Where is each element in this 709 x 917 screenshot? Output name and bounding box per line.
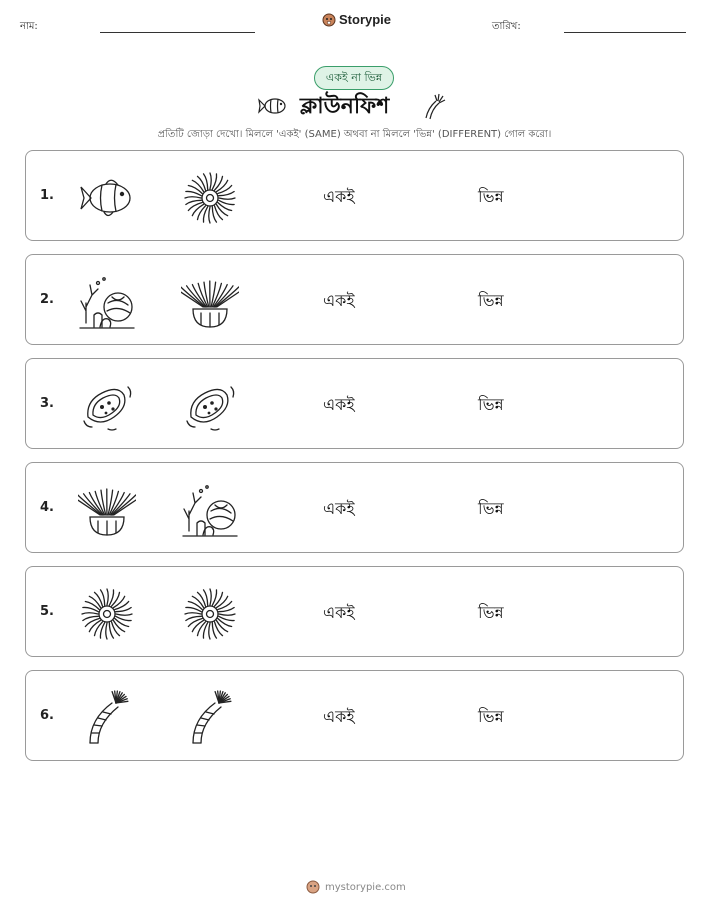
same-option[interactable]: একই [323,291,355,310]
question-row [25,566,684,657]
different-option[interactable]: ভিন্ন [478,395,504,414]
bubble-anemone-icon [181,273,239,331]
worksheet-type-badge: একই না ভিন্ন [314,66,394,90]
tube-anemone-icon [181,689,239,747]
instructions-text: প্রতিটি জোড়া দেখো। মিললে 'একই' (SAME) অথবা না মিললে 'ভিন্ন' (DIFFERENT) গোল করো। [157,129,552,140]
brand-name: Storypie [339,12,392,27]
question-row [25,670,684,761]
same-option[interactable]: একই [323,603,355,622]
brand-logo [322,12,391,27]
date-field[interactable] [564,32,686,33]
coral-reef-icon [78,273,136,331]
sea-anemone-icon [181,585,239,643]
plankton-icon [78,377,136,435]
question-number: 1. [40,188,54,203]
same-option[interactable]: একই [323,499,355,518]
worksheet-title: ক্লাউনফিশ [300,94,390,119]
different-option[interactable]: ভিন্ন [478,603,504,622]
name-label: নাম: [20,21,38,32]
question-row [25,150,684,241]
question-number: 3. [40,396,54,411]
question-number: 5. [40,604,54,619]
sea-anemone-icon [181,169,239,227]
clownfish-icon [78,169,136,227]
question-number: 4. [40,500,54,515]
question-row [25,358,684,449]
different-option[interactable]: ভিন্ন [478,187,504,206]
coral-reef-icon [181,481,239,539]
question-row [25,254,684,345]
plankton-icon [181,377,239,435]
tube-anemone-icon [422,92,448,120]
footer-url[interactable]: mystorypie.com [325,881,406,893]
date-label: তারিখ: [492,21,521,32]
question-number: 6. [40,708,54,723]
same-option[interactable]: একই [323,707,355,726]
beaver-mascot-icon [306,880,320,894]
footer [306,880,406,894]
tube-anemone-icon [78,689,136,747]
same-option[interactable]: একই [323,187,355,206]
bubble-anemone-icon [78,481,136,539]
beaver-mascot-icon [322,13,336,27]
different-option[interactable]: ভিন্ন [478,499,504,518]
different-option[interactable]: ভিন্ন [478,707,504,726]
sea-anemone-icon [78,585,136,643]
same-option[interactable]: একই [323,395,355,414]
clownfish-icon [258,94,288,118]
name-field[interactable] [100,32,255,33]
question-row [25,462,684,553]
question-number: 2. [40,292,54,307]
different-option[interactable]: ভিন্ন [478,291,504,310]
